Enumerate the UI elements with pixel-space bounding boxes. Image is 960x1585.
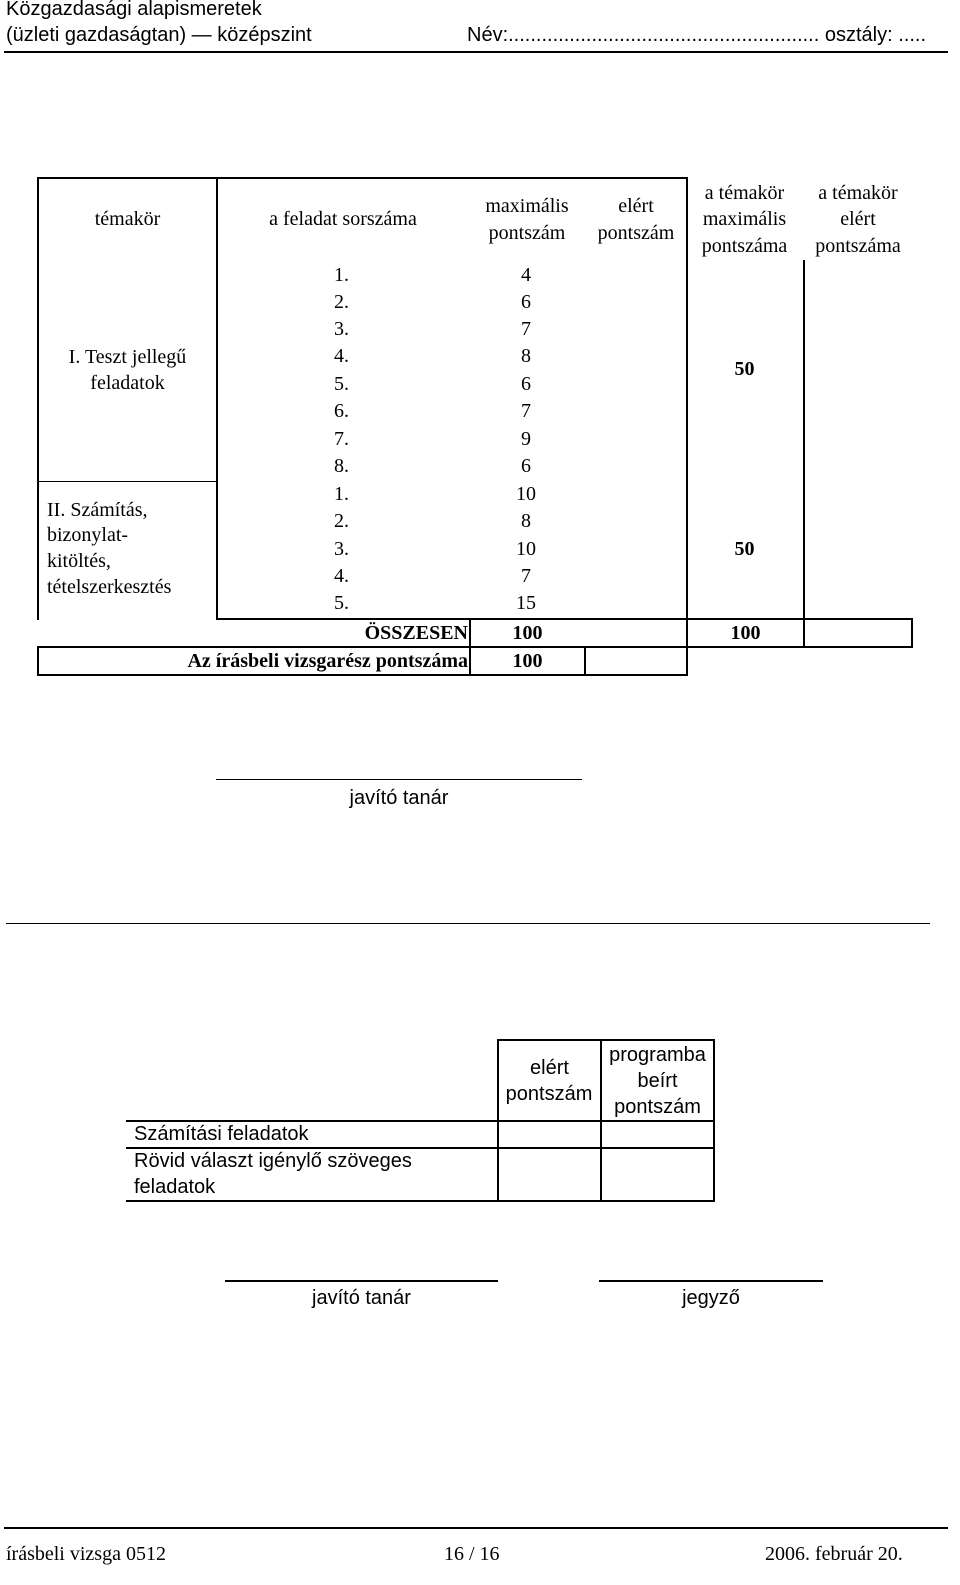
total-topic-max: 100 — [730, 622, 761, 644]
total-max: 100 — [512, 622, 543, 644]
corrector-signature-label: javító tanár — [312, 1287, 411, 1309]
footer-page-number: 16 / 16 — [444, 1543, 500, 1565]
group-1-name-2: feladatok — [90, 372, 165, 394]
name-class-field: Név:........................................................ osztály: ..... — [467, 24, 926, 46]
signature-line — [225, 1280, 498, 1282]
task-number: 2. — [334, 291, 349, 313]
header-max-points-2: pontszám — [488, 222, 566, 244]
entry-header-entered-3: pontszám — [614, 1096, 701, 1118]
group-2-name-1: II. Számítás, — [47, 499, 148, 521]
group-1-name-1: I. Teszt jellegű — [68, 346, 187, 368]
task-number: 3. — [334, 538, 349, 560]
header-topic-achieved-2: elért — [840, 208, 876, 230]
task-max-points: 8 — [521, 345, 531, 367]
task-max-points: 6 — [521, 455, 531, 477]
entry-header-entered-2: beírt — [637, 1070, 678, 1092]
header-subject: Közgazdasági alapismeretek — [6, 0, 262, 20]
task-number: 6. — [334, 400, 349, 422]
task-number: 5. — [334, 592, 349, 614]
footer-rule — [4, 1527, 948, 1529]
entry-row-label: Számítási feladatok — [134, 1123, 309, 1145]
task-number: 4. — [334, 565, 349, 587]
task-number: 3. — [334, 318, 349, 340]
header-topic-max-3: pontszáma — [701, 235, 788, 257]
entry-row-label: Rövid választ igénylő szöveges — [134, 1150, 412, 1172]
task-max-points: 7 — [521, 318, 531, 340]
entry-header-achieved-2: pontszám — [505, 1083, 593, 1105]
entry-header-achieved-1: elért — [530, 1057, 569, 1079]
written-part-max: 100 — [512, 650, 543, 672]
task-number: 2. — [334, 510, 349, 532]
task-number: 1. — [334, 264, 349, 286]
header-level: (üzleti gazdaságtan) — középszint — [6, 24, 312, 46]
total-label: ÖSSZESEN — [364, 622, 468, 644]
task-max-points: 7 — [521, 400, 531, 422]
task-max-points: 10 — [516, 483, 536, 505]
task-max-points: 4 — [521, 264, 531, 286]
task-max-points: 7 — [521, 565, 531, 587]
header-task-number: a feladat sorszáma — [269, 208, 417, 230]
task-max-points: 8 — [521, 510, 531, 532]
header-topic-max-2: maximális — [702, 208, 787, 230]
header-topic-achieved-3: pontszáma — [815, 235, 901, 257]
footer-date: 2006. február 20. — [765, 1543, 903, 1565]
entry-row-label-cont: feladatok — [134, 1176, 216, 1198]
group-2-name-2: bizonylat- — [47, 524, 129, 546]
corrector-signature-label: javító tanár — [349, 787, 449, 809]
entry-header-entered-1: programba — [609, 1044, 706, 1066]
task-number: 8. — [334, 455, 349, 477]
header-topic: témakör — [94, 208, 161, 230]
signature-line — [599, 1280, 823, 1282]
footer-exam-code: írásbeli vizsga 0512 — [6, 1543, 166, 1565]
task-max-points: 9 — [521, 428, 531, 450]
header-topic-achieved-1: a témakör — [818, 182, 898, 204]
task-number: 4. — [334, 345, 349, 367]
notary-signature-label: jegyző — [682, 1287, 740, 1309]
written-part-label: Az írásbeli vizsgarész pontszáma — [187, 650, 468, 672]
group-2-name-3: kitöltés, — [47, 550, 111, 572]
task-number: 7. — [334, 428, 349, 450]
header-achieved-1: elért — [618, 195, 654, 217]
task-number: 1. — [334, 483, 349, 505]
task-max-points: 15 — [516, 592, 536, 614]
task-max-points: 6 — [521, 291, 531, 313]
task-max-points: 6 — [521, 373, 531, 395]
group-2-name-4: tételszerkesztés — [47, 576, 172, 598]
task-max-points: 10 — [516, 538, 536, 560]
header-achieved-2: pontszám — [597, 222, 675, 244]
group-2-topic-max: 50 — [734, 538, 755, 560]
task-number: 5. — [334, 373, 349, 395]
header-topic-max-1: a témakör — [704, 182, 785, 204]
header-max-points-1: maximális — [485, 195, 569, 217]
group-1-topic-max: 50 — [734, 358, 755, 380]
